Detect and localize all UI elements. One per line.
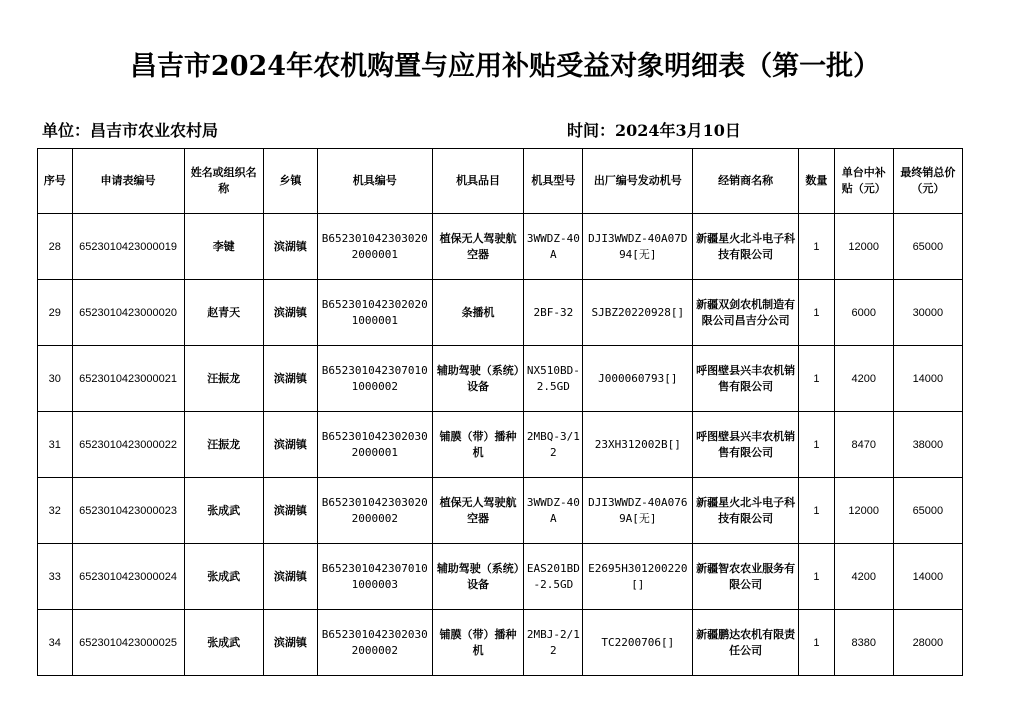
row-dealer: 新疆双剑农机制造有限公司昌吉分公司 (693, 280, 799, 346)
row-name: 张成武 (184, 610, 263, 676)
row-name: 汪振龙 (184, 346, 263, 412)
col-header-subsidy: 单台中补贴（元） (834, 149, 893, 214)
row-no: 30 (38, 346, 73, 412)
row-total: 38000 (893, 412, 962, 478)
table-row (38, 280, 963, 346)
row-model: 3WWDZ-40A (524, 214, 583, 280)
row-dealer: 呼图壁县兴丰农机销售有限公司 (693, 346, 799, 412)
row-subsidy: 8470 (834, 412, 893, 478)
row-factory-no: 23XH312002B[] (583, 412, 693, 478)
table-row (38, 478, 963, 544)
row-qty: 1 (799, 346, 835, 412)
row-factory-no: DJI3WWDZ-40A07D94[无] (583, 214, 693, 280)
col-header-no: 序号 (38, 149, 73, 214)
row-app-no: 6523010423000023 (72, 478, 184, 544)
table-row (38, 610, 963, 676)
table-row (38, 214, 963, 280)
col-header-qty: 数量 (799, 149, 835, 214)
row-app-no: 6523010423000019 (72, 214, 184, 280)
row-category: 铺膜（带）播种机 (432, 610, 524, 676)
row-factory-no: DJI3WWDZ-40A0769A[无] (583, 478, 693, 544)
row-category: 辅助驾驶（系统）设备 (432, 544, 524, 610)
col-header-app-no: 申请表编号 (72, 149, 184, 214)
row-model: 2MBJ-2/12 (524, 610, 583, 676)
row-qty: 1 (799, 544, 835, 610)
col-header-machine-no: 机具编号 (317, 149, 432, 214)
row-no: 28 (38, 214, 73, 280)
col-header-name: 姓名或组织名称 (184, 149, 263, 214)
row-total: 14000 (893, 544, 962, 610)
table-row (38, 544, 963, 610)
col-header-dealer: 经销商名称 (693, 149, 799, 214)
row-subsidy: 12000 (834, 214, 893, 280)
row-machine-no: B6523010423030202000002 (317, 478, 432, 544)
row-town: 滨湖镇 (263, 544, 317, 610)
row-qty: 1 (799, 280, 835, 346)
row-dealer: 新疆鹏达农机有限责任公司 (693, 610, 799, 676)
row-category: 条播机 (432, 280, 524, 346)
date-label: 时间：2024年3月10日 (567, 121, 741, 140)
row-model: NX510BD-2.5GD (524, 346, 583, 412)
row-machine-no: B6523010423070101000003 (317, 544, 432, 610)
row-machine-no: B6523010423020302000001 (317, 412, 432, 478)
document-title: 昌吉市2024年农机购置与应用补贴受益对象明细表（第一批） (129, 51, 881, 82)
row-dealer: 新疆星火北斗电子科技有限公司 (693, 214, 799, 280)
row-no: 32 (38, 478, 73, 544)
row-qty: 1 (799, 214, 835, 280)
row-town: 滨湖镇 (263, 214, 317, 280)
row-no: 29 (38, 280, 73, 346)
row-town: 滨湖镇 (263, 610, 317, 676)
row-total: 65000 (893, 478, 962, 544)
row-factory-no: J000060793[] (583, 346, 693, 412)
table-row (38, 346, 963, 412)
row-no: 33 (38, 544, 73, 610)
row-subsidy: 12000 (834, 478, 893, 544)
row-dealer: 新疆智农农业服务有限公司 (693, 544, 799, 610)
row-factory-no: E2695H301200220[] (583, 544, 693, 610)
row-model: 2BF-32 (524, 280, 583, 346)
row-name: 张成武 (184, 544, 263, 610)
row-category: 铺膜（带）播种机 (432, 412, 524, 478)
row-dealer: 呼图壁县兴丰农机销售有限公司 (693, 412, 799, 478)
row-qty: 1 (799, 478, 835, 544)
col-header-factory-no: 出厂编号发动机号 (583, 149, 693, 214)
row-town: 滨湖镇 (263, 478, 317, 544)
row-model: 2MBQ-3/12 (524, 412, 583, 478)
row-subsidy: 8380 (834, 610, 893, 676)
row-category: 辅助驾驶（系统）设备 (432, 346, 524, 412)
table-body (38, 214, 963, 676)
row-qty: 1 (799, 610, 835, 676)
row-machine-no: B6523010423020201000001 (317, 280, 432, 346)
row-app-no: 6523010423000024 (72, 544, 184, 610)
row-total: 14000 (893, 346, 962, 412)
row-app-no: 6523010423000025 (72, 610, 184, 676)
row-town: 滨湖镇 (263, 412, 317, 478)
row-total: 28000 (893, 610, 962, 676)
row-model: EAS201BD-2.5GD (524, 544, 583, 610)
row-name: 汪振龙 (184, 412, 263, 478)
row-model: 3WWDZ-40A (524, 478, 583, 544)
subsidy-table (37, 148, 963, 676)
col-header-category: 机具品目 (432, 149, 524, 214)
table-row (38, 412, 963, 478)
row-no: 34 (38, 610, 73, 676)
row-name: 李键 (184, 214, 263, 280)
row-app-no: 6523010423000022 (72, 412, 184, 478)
col-header-model: 机具型号 (524, 149, 583, 214)
row-app-no: 6523010423000020 (72, 280, 184, 346)
row-category: 植保无人驾驶航空器 (432, 214, 524, 280)
row-name: 赵青天 (184, 280, 263, 346)
row-machine-no: B6523010423030202000001 (317, 214, 432, 280)
row-app-no: 6523010423000021 (72, 346, 184, 412)
row-name: 张成武 (184, 478, 263, 544)
row-town: 滨湖镇 (263, 346, 317, 412)
row-factory-no: SJBZ20220928[] (583, 280, 693, 346)
row-dealer: 新疆星火北斗电子科技有限公司 (693, 478, 799, 544)
row-total: 30000 (893, 280, 962, 346)
row-machine-no: B6523010423020302000002 (317, 610, 432, 676)
row-subsidy: 4200 (834, 346, 893, 412)
row-machine-no: B6523010423070101000002 (317, 346, 432, 412)
unit-label: 单位：昌吉市农业农村局 (42, 121, 219, 140)
col-header-town: 乡镇 (263, 149, 317, 214)
row-town: 滨湖镇 (263, 280, 317, 346)
row-qty: 1 (799, 412, 835, 478)
col-header-total: 最终销总价（元） (893, 149, 962, 214)
row-factory-no: TC2200706[] (583, 610, 693, 676)
row-category: 植保无人驾驶航空器 (432, 478, 524, 544)
row-subsidy: 4200 (834, 544, 893, 610)
row-no: 31 (38, 412, 73, 478)
row-subsidy: 6000 (834, 280, 893, 346)
table-header-row (38, 149, 963, 214)
row-total: 65000 (893, 214, 962, 280)
